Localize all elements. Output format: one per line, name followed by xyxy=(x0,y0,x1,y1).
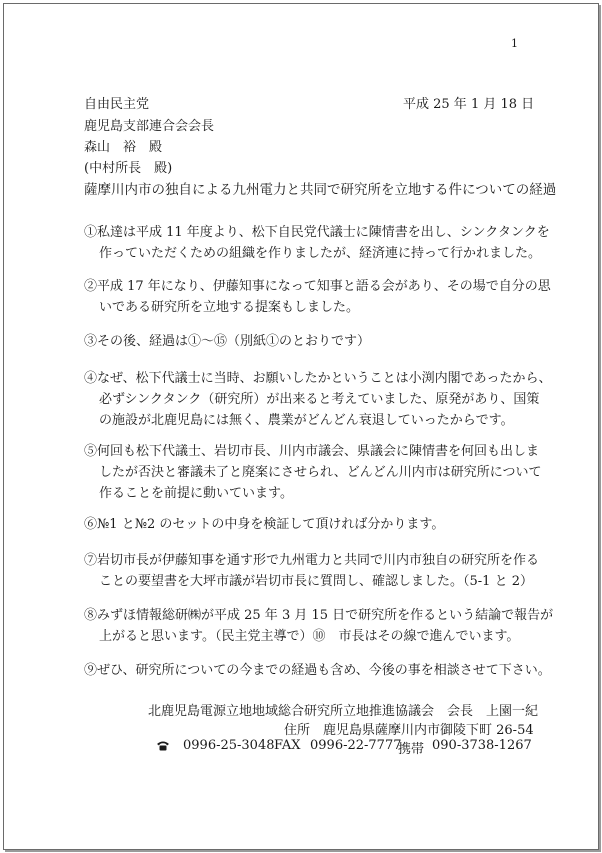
item-line: ②平成 17 年になり、伊藤知事になって知事と語る会があり、その場で自分の思 xyxy=(84,279,551,294)
list-item xyxy=(84,276,551,318)
addressee-name: 森山 裕 殿 xyxy=(84,140,163,155)
item-line: ⑦岩切市長が伊藤知事を通す形で九州電力と共同で川内市独自の研究所を作る xyxy=(84,553,540,568)
list-item xyxy=(84,331,524,352)
item-line: ⑨ぜひ、研究所についての今までの経過も含め、今後の事を相談させて下さい。 xyxy=(84,663,551,678)
telephone-icon xyxy=(156,740,170,751)
page-number: 1 xyxy=(511,37,518,50)
item-line: いである研究所を立地する提案もしました。 xyxy=(99,300,360,315)
signature-fax-label: FAX xyxy=(274,738,301,753)
letter-subject: 薩摩川内市の独自による九州電力と共同で研究所を立地する件についての経過 xyxy=(84,182,557,198)
addressee-title: 鹿児島支部連合会会長 xyxy=(84,119,215,134)
item-line: 上がると思います。（民主党主導で）⑩ 市長はその線で進んでいます。 xyxy=(99,629,520,644)
signature-org: 北鹿児島電源立地地域総合研究所立地推進協議会 会長 上園一紀 xyxy=(148,704,539,719)
item-line: ことの要望書を大坪市議が岩切市長に質問し、確認しました。（5-1 と 2） xyxy=(99,574,533,589)
item-line: の施設が北鹿児島には無く、農業がどんどん衰退していったからです。 xyxy=(99,413,514,428)
signature-mobile-label: 携帯 xyxy=(398,742,425,757)
addressee-party: 自由民主党 xyxy=(84,97,150,112)
list-item xyxy=(84,660,551,681)
list-item xyxy=(84,222,550,264)
list-item xyxy=(84,368,552,431)
list-item xyxy=(84,550,540,592)
list-item xyxy=(84,605,554,647)
list-item xyxy=(84,514,524,535)
item-line: ⑧みずほ情報総研㈱が平成 25 年 3 月 15 日で研究所を作るという結論で報告が xyxy=(84,608,554,623)
signature-address: 住所 鹿児島県薩摩川内市御陵下町 26-54 xyxy=(284,723,534,738)
signature-fax: 0996-22-7777 xyxy=(310,738,402,753)
item-line: 必ずシンクタンク（研究所）が出来ると考えていました、原発があり、国策 xyxy=(99,392,540,407)
item-line: ①私達は平成 11 年度より、松下自民党代議士に陳情書を出し、シンクタンクを xyxy=(84,225,550,240)
signature-mobile: 090-3738-1267 xyxy=(432,738,532,753)
signature-tel: 0996-25-3048 xyxy=(183,738,275,753)
letter-date: 平成 25 年 1 月 18 日 xyxy=(403,97,535,112)
item-line: ④なぜ、松下代議士に当時、お願いしたかということは小渕内閣であったから、 xyxy=(84,371,552,386)
item-line: ⑤何回も松下代議士、岩切市長、川内市議会、県議会に陳情書を何回も出しま xyxy=(84,444,540,459)
list-item xyxy=(84,441,542,504)
item-line: ③その後、経過は①～⑮（別紙①のとおりです） xyxy=(84,334,371,349)
item-line: ⑥№1 と№2 のセットの中身を検証して頂ければ分かります。 xyxy=(84,517,445,532)
item-line: したが否決と審議未了と廃案にさせられ、どんどん川内市は研究所について xyxy=(99,465,542,480)
item-line: 作ることを前提に動いています。 xyxy=(99,486,293,501)
item-line: 作っていただくための組織を作りましたが、経済連に持って行かれました。 xyxy=(99,246,542,261)
addressee-cc: (中村所長 殿) xyxy=(84,161,173,176)
